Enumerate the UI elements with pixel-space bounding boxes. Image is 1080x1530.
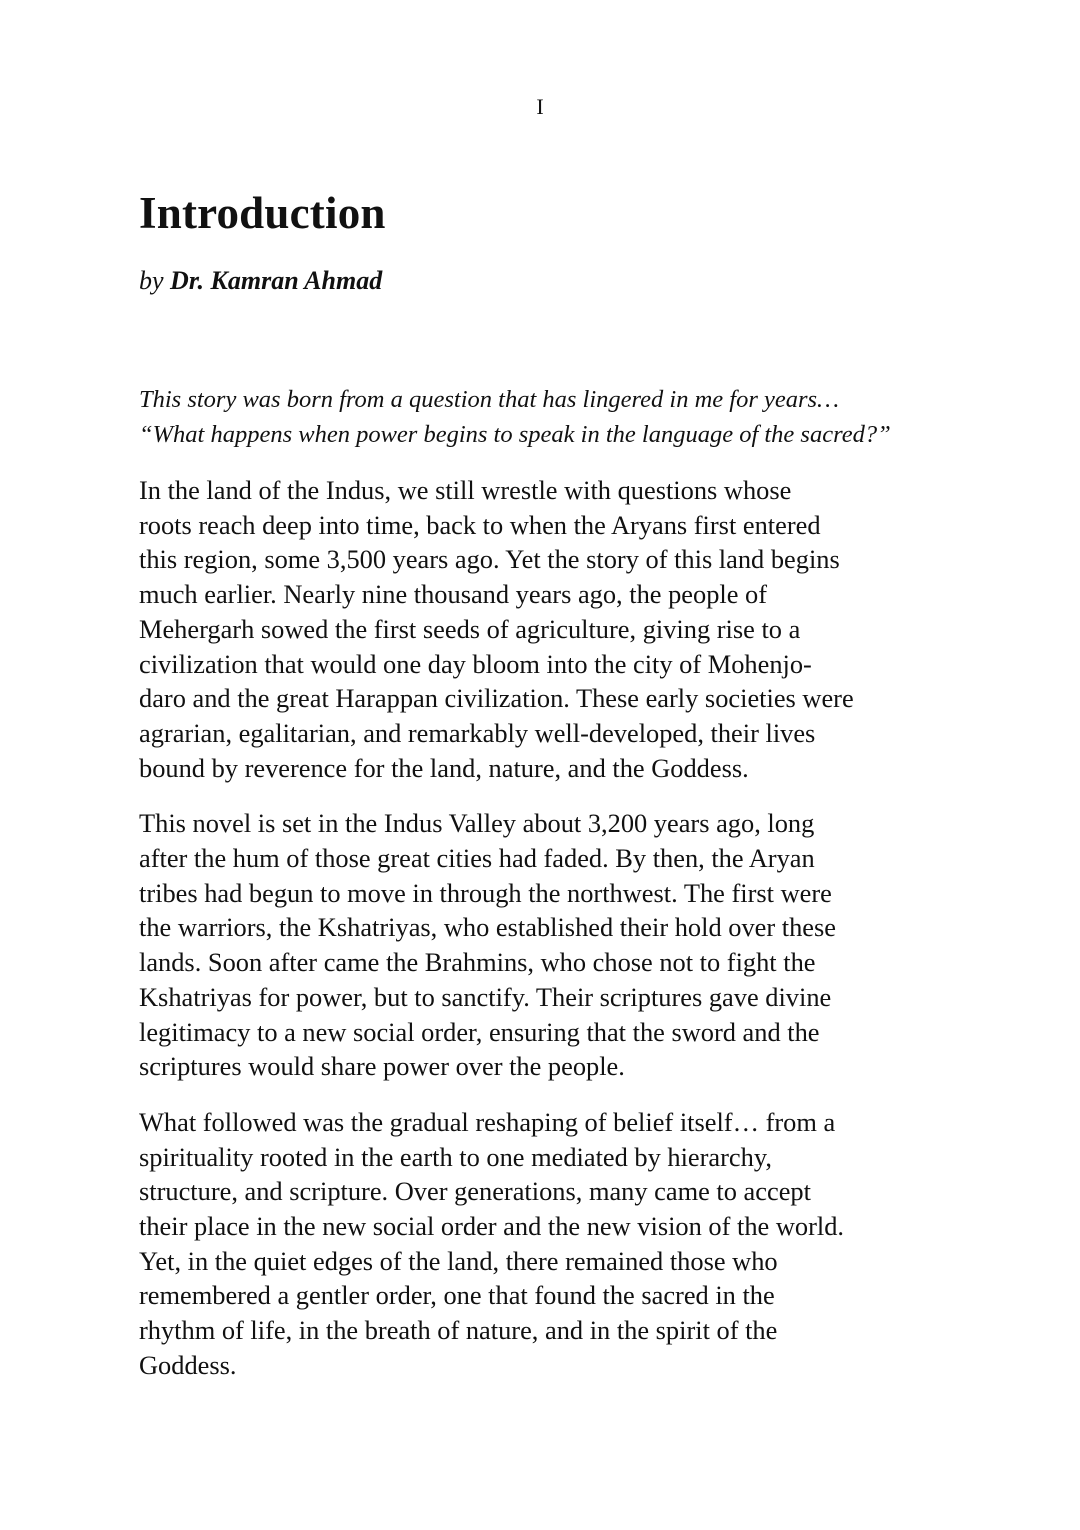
chapter-content [139, 182, 945, 1383]
text-line: What followed was the gradual reshaping of belief itself… from a [139, 1106, 836, 1137]
text-line: rhythm of life, in the breath of nature, and in the spirit of the [139, 1315, 778, 1346]
text-line: legitimacy to a new social order, ensuring that the sword and the [139, 1016, 820, 1047]
text-line: scriptures would share power over the people. [139, 1051, 625, 1082]
text-line: Goddess. [139, 1349, 237, 1380]
author-name: Dr. Kamran Ahmad [170, 266, 383, 295]
text-line: This novel is set in the Indus Valley about 3,200 years ago, long [139, 808, 815, 839]
byline-prefix: by [139, 266, 164, 295]
text-line: the warriors, the Kshatriyas, who established their hold over these [139, 912, 836, 943]
byline [139, 264, 945, 298]
epigraph [139, 382, 945, 452]
text-line: structure, and scripture. Over generations, many came to accept [139, 1176, 811, 1207]
text-line: this region, some 3,500 years ago. Yet the story of this land begins [139, 544, 840, 575]
text-line: Mehergarh sowed the first seeds of agriculture, giving rise to a [139, 613, 801, 644]
epigraph-line: This story was born from a question that has lingered in me for years… [139, 386, 839, 413]
chapter-title: Introduction [139, 188, 386, 238]
text-line: Kshatriyas for power, but to sanctify. Their scriptures gave divine [139, 981, 832, 1012]
paragraph-3 [139, 1105, 945, 1383]
paragraph-2 [139, 806, 945, 1084]
text-line: after the hum of those great cities had faded. By then, the Aryan [139, 843, 815, 874]
text-line: agrarian, egalitarian, and remarkably well-developed, their lives [139, 717, 816, 748]
page-number: I [536, 94, 544, 119]
paragraph-1 [139, 473, 945, 785]
text-line: roots reach deep into time, back to when the Aryans first entered [139, 509, 821, 540]
text-line: much earlier. Nearly nine thousand years ago, the people of [139, 579, 768, 610]
text-line: bound by reverence for the land, nature, and the Goddess. [139, 752, 749, 783]
text-line: lands. Soon after came the Brahmins, who chose not to fight the [139, 947, 816, 978]
epigraph-line: “What happens when power begins to speak in the language of the sacred?” [139, 421, 891, 448]
text-line: tribes had begun to move in through the northwest. The first were [139, 877, 832, 908]
text-line: remembered a gentler order, one that found the sacred in the [139, 1280, 775, 1311]
text-line: their place in the new social order and the new vision of the world. [139, 1211, 844, 1242]
text-line: daro and the great Harappan civilization. These early societies were [139, 683, 854, 714]
text-line: civilization that would one day bloom into the city of Mohenjo- [139, 648, 812, 679]
text-line: spirituality rooted in the earth to one mediated by hierarchy, [139, 1141, 772, 1172]
text-line: In the land of the Indus, we still wrestle with questions whose [139, 475, 792, 505]
text-line: Yet, in the quiet edges of the land, there remained those who [139, 1245, 778, 1276]
